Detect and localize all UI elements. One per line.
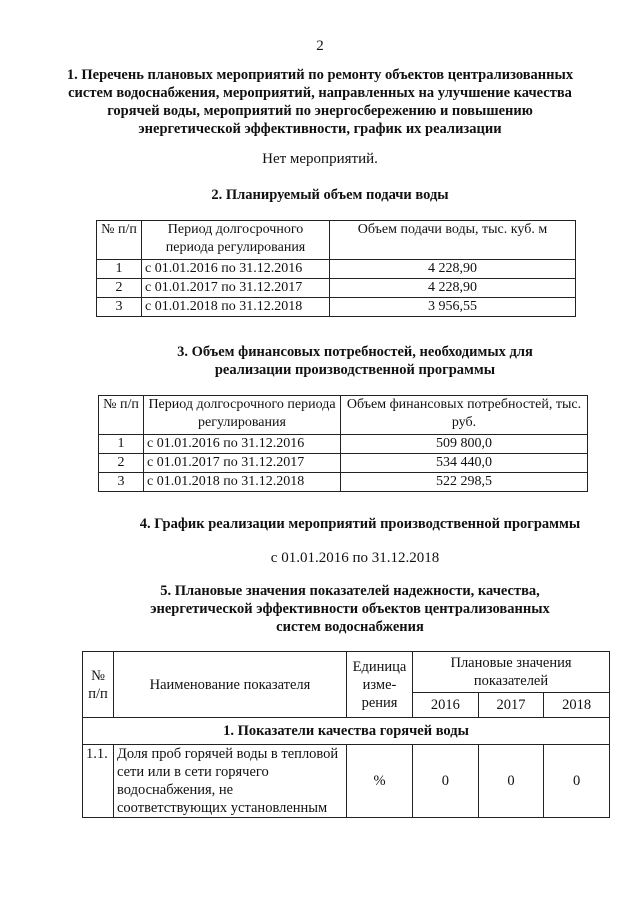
col-period-header: Период долгосрочного периода регулирования [144,396,341,435]
row-number: 1.1. [83,745,114,818]
row-value: 3 956,55 [330,298,576,317]
col-number-header: № п/п [83,652,114,718]
row-number: 1 [99,435,144,454]
col-name-header: Наименование показателя [114,652,347,718]
row-value-2017: 0 [478,745,544,818]
section1-text: Нет мероприятий. [262,151,378,167]
row-period: с 01.01.2018 по 31.12.2018 [144,473,341,492]
table-header-row [99,396,588,435]
col-period-header: Период долгосрочного периода регулирования [142,221,330,260]
row-number: 2 [97,279,142,298]
indicators-table [82,651,610,818]
table-row [99,435,588,454]
page-number: 2 [316,38,324,54]
row-value-2018: 0 [544,745,610,818]
col-unit-header: Единица изме-рения [347,652,413,718]
table-row [99,454,588,473]
row-value: 509 800,0 [341,435,588,454]
section5-title-line2: энергетической эффективности объектов централизованных [150,601,550,617]
row-period: с 01.01.2018 по 31.12.2018 [142,298,330,317]
row-number: 1 [97,260,142,279]
year-2018-header: 2018 [544,693,610,718]
group-row [83,718,610,745]
financial-needs-table [98,395,588,492]
section1-title: 1. Перечень плановых мероприятий по ремонту объектов централизованных систем водоснабжения, мероприятий, направленных на улучшение качества горячей воды, мероприятий по энергосбережению и повышению энергетической эффективности, график их реализации [66,67,574,137]
group-title: 1. Показатели качества горячей воды [83,718,610,745]
table-row [83,745,610,818]
table-row [97,298,576,317]
section2-title: 2. Планируемый объем подачи воды [211,187,449,203]
section5-title-line1: 5. Плановые значения показателей надежности, качества, [160,583,540,599]
year-2016-header: 2016 [413,693,479,718]
row-number: 3 [97,298,142,317]
col-number-header: № п/п [97,221,142,260]
row-value: 4 228,90 [330,260,576,279]
row-number: 3 [99,473,144,492]
row-period: с 01.01.2016 по 31.12.2016 [144,435,341,454]
col-plan-header: Плановые значения показателей [413,652,610,693]
row-period: с 01.01.2016 по 31.12.2016 [142,260,330,279]
section5-title-line3: систем водоснабжения [276,619,424,635]
row-unit: % [347,745,413,818]
row-number: 2 [99,454,144,473]
water-supply-table [96,220,576,317]
row-period: с 01.01.2017 по 31.12.2017 [142,279,330,298]
row-value: 534 440,0 [341,454,588,473]
row-value: 4 228,90 [330,279,576,298]
row-value-2016: 0 [413,745,479,818]
section3-title-line1: 3. Объем финансовых потребностей, необходимых для [177,344,533,360]
section4-title: 4. График реализации мероприятий производственной программы [139,516,581,532]
table-row [97,279,576,298]
col-number-header: № п/п [99,396,144,435]
row-period: с 01.01.2017 по 31.12.2017 [144,454,341,473]
table-row [97,260,576,279]
section3-title-line2: реализации производственной программы [214,362,496,378]
row-value: 522 298,5 [341,473,588,492]
table-header-row [97,221,576,260]
year-2017-header: 2017 [478,693,544,718]
table-header-row [83,652,610,693]
col-value-header: Объем подачи воды, тыс. куб. м [330,221,576,260]
row-indicator-name: Доля проб горячей воды в тепловой сети или в сети горячего водоснабжения, не соответствующих установленным [114,745,347,818]
section4-period: с 01.01.2016 по 31.12.2018 [270,550,440,566]
table-row [99,473,588,492]
col-value-header: Объем финансовых потребностей, тыс. руб. [341,396,588,435]
